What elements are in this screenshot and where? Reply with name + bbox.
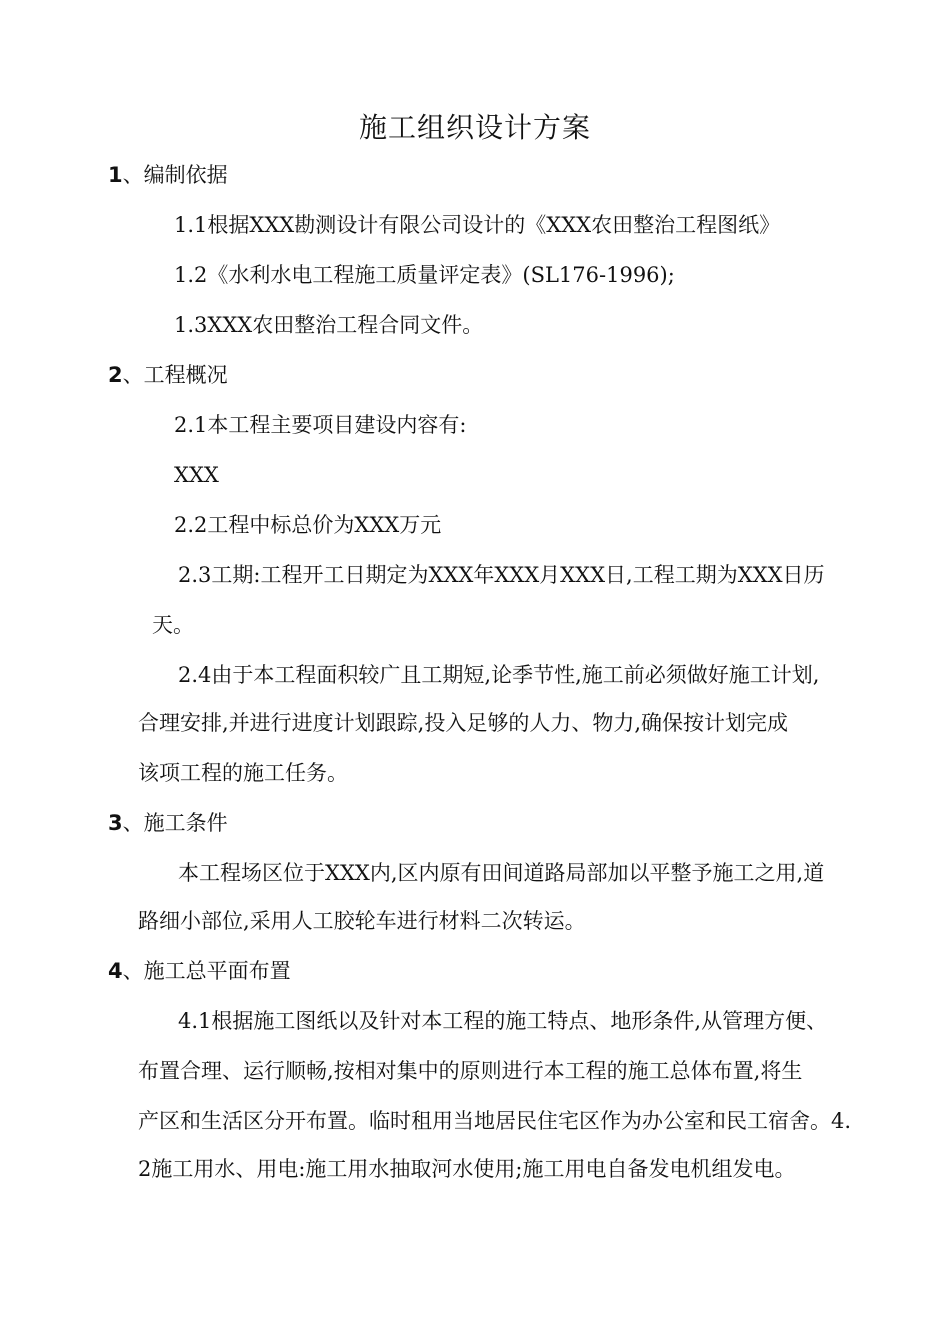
section-1-number: 1 (108, 163, 123, 187)
section-2-number: 2 (108, 363, 123, 387)
paragraph-3-line-2: 路细小部位,采用人工胶轮车进行材料二次转运。 (138, 909, 586, 933)
paragraph-1-2: 1.2《水利水电工程施工质量评定表》(SL176-1996); (174, 263, 675, 287)
paragraph-4-line-1: 4.1根据施工图纸以及针对本工程的施工特点、地形条件,从管理方便、 (178, 1009, 828, 1033)
section-3-title: 、施工条件 (122, 811, 228, 835)
paragraph-4-line-3: 产区和生活区分开布置。临时租用当地居民住宅区作为办公室和民工宿舍。4. (138, 1109, 852, 1133)
section-3-number: 3 (108, 811, 123, 835)
paragraph-1-3: 1.3XXX农田整治工程合同文件。 (174, 313, 484, 337)
section-4-heading (108, 956, 291, 986)
section-3-heading (108, 808, 228, 838)
paragraph-2-4-line-3: 该项工程的施工任务。 (138, 761, 348, 785)
paragraph-2-4-line-2: 合理安排,并进行进度计划跟踪,投入足够的人力、物力,确保按计划完成 (138, 711, 789, 735)
section-4-title: 、施工总平面布置 (122, 959, 291, 983)
paragraph-2-1-content: XXX (174, 463, 219, 487)
paragraph-4-line-2: 布置合理、运行顺畅,按相对集中的原则进行本工程的施工总体布置,将生 (138, 1059, 803, 1083)
section-2-title: 、工程概况 (122, 363, 228, 387)
section-2-heading (108, 360, 228, 390)
section-1-heading (108, 160, 228, 190)
paragraph-2-3-line-2: 天。 (152, 613, 194, 637)
section-1-title: 、编制依据 (122, 163, 228, 187)
section-4-number: 4 (108, 959, 123, 983)
paragraph-2-2: 2.2工程中标总价为XXX万元 (174, 513, 442, 537)
paragraph-1-1: 1.1根据XXX勘测设计有限公司设计的《XXX农田整治工程图纸》 (174, 213, 781, 237)
paragraph-2-3-line-1: 2.3工期:工程开工日期定为XXX年XXX月XXX日,工程工期为XXX日历 (178, 563, 825, 587)
paragraph-2-1: 2.1本工程主要项目建设内容有: (174, 413, 467, 437)
document-title: 施工组织设计方案 (358, 111, 591, 144)
paragraph-3-line-1: 本工程场区位于XXX内,区内原有田间道路局部加以平整予施工之用,道 (178, 861, 825, 885)
paragraph-2-4-line-1: 2.4由于本工程面积较广且工期短,论季节性,施工前必须做好施工计划, (178, 663, 820, 687)
paragraph-4-line-4: 2施工用水、用电:施工用水抽取河水使用;施工用电自备发电机组发电。 (138, 1157, 796, 1181)
